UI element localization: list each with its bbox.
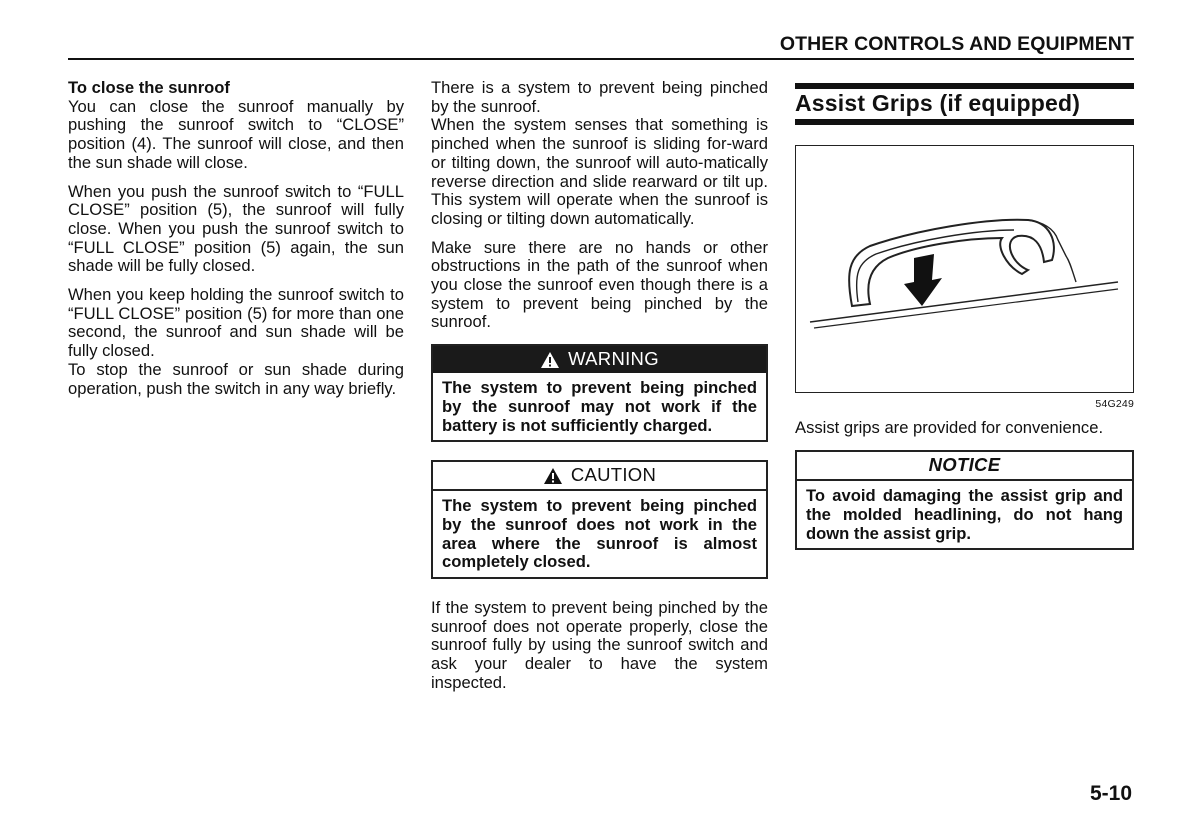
subheading-close-sunroof: To close the sunroof <box>68 78 230 97</box>
warning-header <box>433 346 766 373</box>
column-right <box>795 79 1134 550</box>
assist-grip-drawing <box>796 146 1133 392</box>
caution-title: CAUTION <box>570 464 657 486</box>
warning-title: WARNING <box>568 348 659 370</box>
notice-title: NOTICE <box>928 454 1001 476</box>
caution-header <box>433 462 766 491</box>
paragraph: When you keep holding the sunroof switch to “FULL CLOSE” position (5) for more than one second, the sunroof and sun shade will be fully closed. <box>68 285 404 361</box>
warning-text: The system to prevent being pinched by the sunroof may not work if the battery is not sufficiently charged. <box>442 378 757 435</box>
notice-header <box>797 452 1132 481</box>
figure-caption: Assist grips are provided for convenience. <box>795 418 1104 438</box>
paragraph: If the system to prevent being pinched by the sunroof does not operate properly, close the sunroof fully by using the sunroof switch and ask your dealer to have the system inspected. <box>431 598 768 692</box>
figure-code: 54G249 <box>1095 397 1134 410</box>
paragraph: When the system senses that something is pinched when the sunroof is sliding for-ward or tilting down, the sunroof will auto-matically reverse direction and slide rearward or tilt up. This system will operate when the sunroof is closing or tilting down automatically. <box>431 115 768 228</box>
warning-box <box>431 344 768 442</box>
paragraph: When you push the sunroof switch to “FULL CLOSE” position (5), the sunroof will fully close. When you push the sunroof switch to “FULL CLOSE” position (5) again, the sun shade will be fully closed. <box>68 181 404 276</box>
column-left <box>68 79 404 398</box>
notice-box <box>795 450 1134 550</box>
page-number: 5-10 <box>1089 782 1132 805</box>
page-header <box>68 30 1134 60</box>
caution-text: The system to prevent being pinched by the sunroof does not work in the area where the sunroof is almost completely closed. <box>442 496 757 572</box>
warning-triangle-icon <box>540 351 560 369</box>
notice-text: To avoid damaging the assist grip and the molded headlining, do not hang down the assist grip. <box>806 486 1123 543</box>
caution-box <box>431 460 768 579</box>
assist-grip-illustration <box>795 145 1134 393</box>
column-middle <box>431 79 768 693</box>
page-section-title: OTHER CONTROLS AND EQUIPMENT <box>779 33 1134 55</box>
paragraph: Make sure there are no hands or other obstructions in the path of the sunroof when you close the sunroof even though there is a system to prevent being pinched by the sunroof. <box>431 237 768 332</box>
paragraph: To stop the sunroof or sun shade during operation, push the switch in any way briefly. <box>68 359 404 398</box>
section-heading-assist-grips: Assist Grips (if equipped) <box>795 83 1134 125</box>
paragraph: There is a system to prevent being pinched by the sunroof. <box>431 78 768 116</box>
paragraph: You can close the sunroof manually by pushing the sunroof switch to “CLOSE” position (4). The sunroof will close, and then the sun shade will close. <box>68 96 404 172</box>
caution-triangle-icon <box>543 467 563 485</box>
